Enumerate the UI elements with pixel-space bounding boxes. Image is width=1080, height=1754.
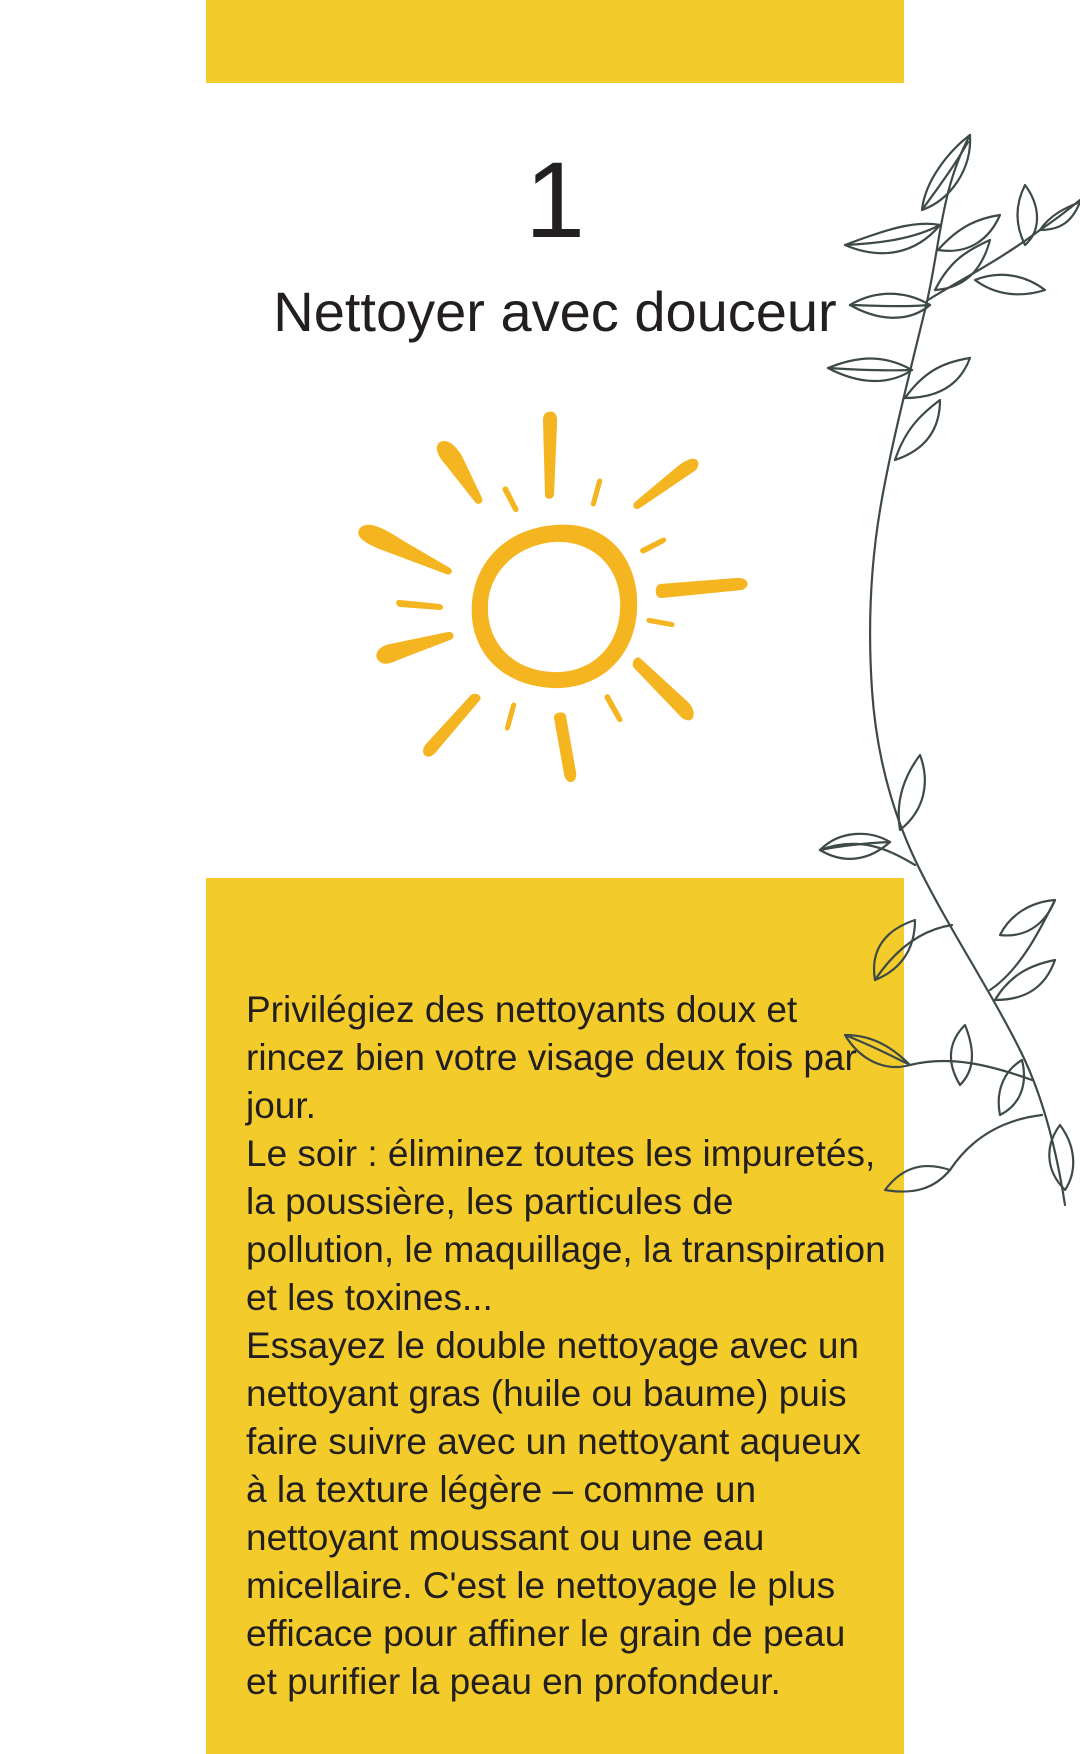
page-title: Nettoyer avec douceur bbox=[273, 280, 837, 343]
body-text bbox=[246, 986, 886, 1706]
paragraph-double-cleansing: Essayez le double nettoyage avec un nettoyant gras (huile ou baume) puis faire suivre avec un nettoyant aqueux à la texture légère – comme un nettoyant moussant ou une eau micellaire. C'est le nettoyage le plus efficace pour affiner le grain de peau et purifier la peau en profondeur. bbox=[246, 1325, 861, 1702]
paragraph-evening-cleansing: Le soir : éliminez toutes les impuretés, la poussière, les particules de pollution, le maquillage, la transpiration et les toxines... bbox=[246, 1133, 886, 1318]
paragraph-daily-cleansing: Privilégiez des nettoyants doux et rincez bien votre visage deux fois par jour. bbox=[246, 989, 857, 1126]
step-number: 1 bbox=[524, 139, 586, 260]
top-yellow-band bbox=[206, 0, 904, 83]
sun-icon bbox=[340, 400, 780, 800]
